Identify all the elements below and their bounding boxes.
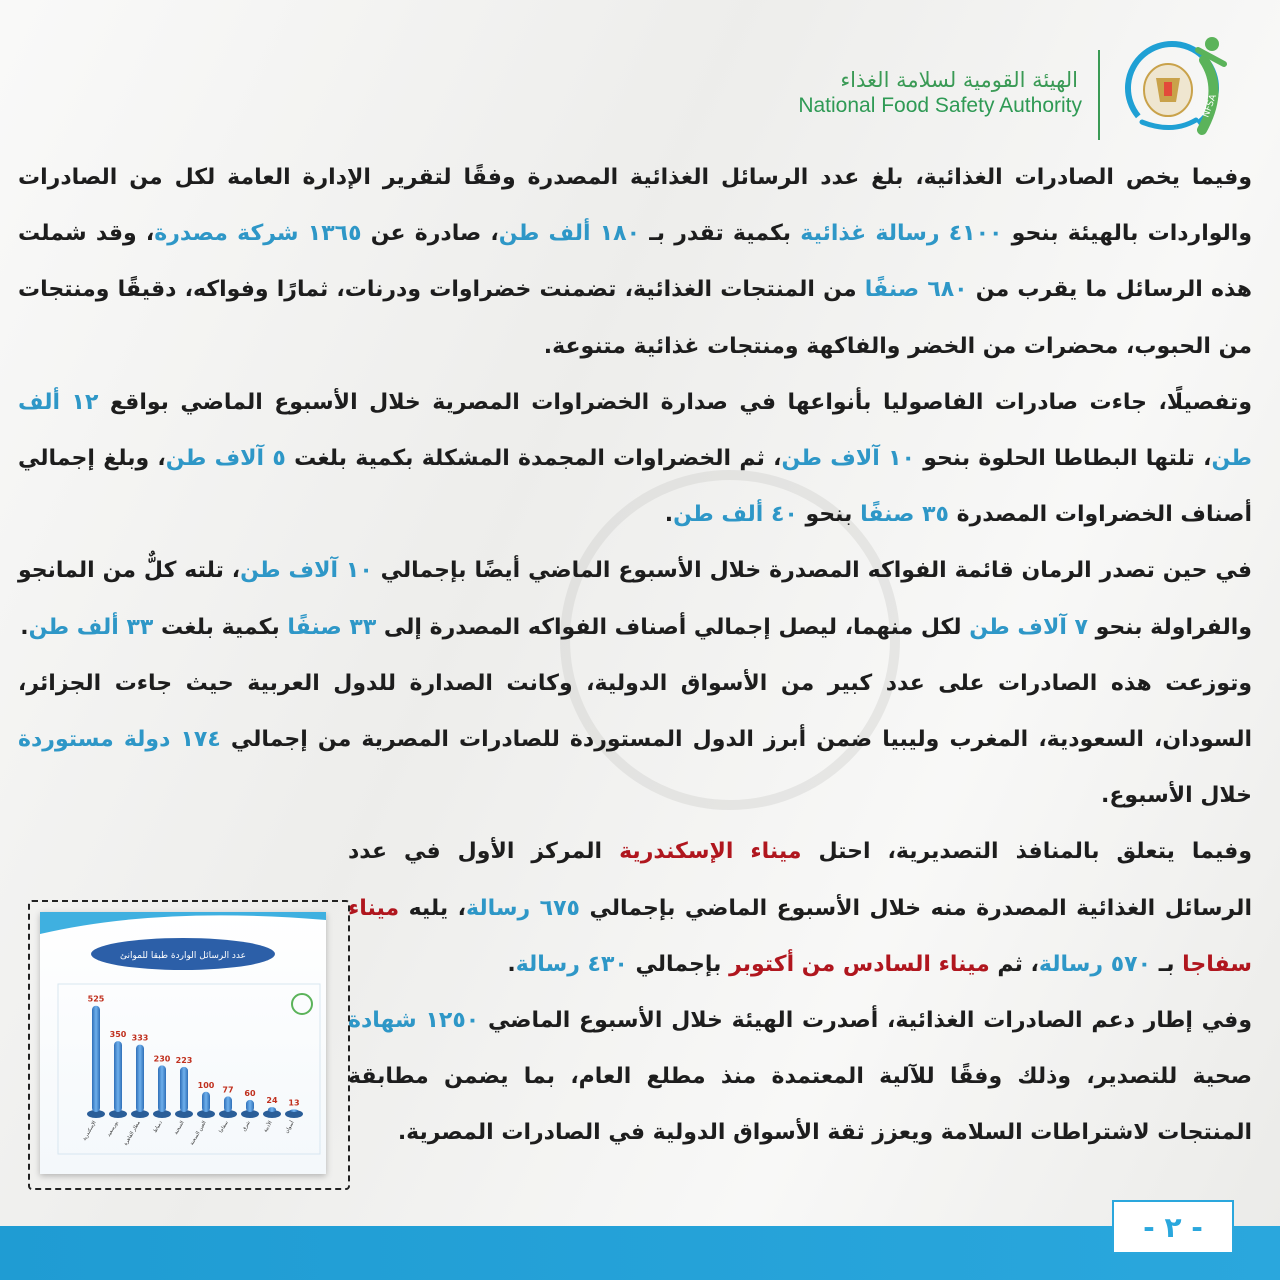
bar-category-label: شرق — [241, 1120, 252, 1133]
text-run: بكمية تقدر بـ — [640, 221, 801, 247]
highlighted-figure: ٤١٠٠ رسالة غذائية — [800, 221, 1003, 247]
highlighted-figure: ٣٣ ألف طن — [28, 614, 154, 640]
bar-value-label: 333 — [131, 1033, 149, 1043]
bar-9 — [268, 1107, 276, 1112]
text-run: وفيما يخص الصادرات الغذائية، بلغ عدد الرسائل الغذائية المصدرة وفقًا لتقرير الإدارة العامة لكل من الصادرات والواردات بالهيئة بنحو — [18, 165, 1253, 247]
highlighted-figure: ١٠ آلاف طن — [240, 558, 373, 584]
highlighted-figure: ٣٥ صنفًا — [860, 502, 949, 528]
highlighted-figure: ٥٧٠ رسالة — [1038, 951, 1152, 977]
bar-category-label: الإسكندرية — [81, 1120, 98, 1142]
bar-category-label: السخنة — [173, 1120, 186, 1136]
text-run: وتوزعت هذه الصادرات على عدد كبير من الأسواق الدولية، وكانت الصدارة للدول العربية حيث جاءت الجزائر، السودان، السعودية، المغرب وليبيا ضمن أبرز الدول المستوردة للصادرات المصرية من إجمالي — [18, 670, 1253, 753]
paragraph-4 — [18, 656, 1252, 825]
paragraph-5 — [348, 824, 1252, 993]
bar-value-label: 223 — [175, 1055, 193, 1065]
bar-1 — [92, 1006, 100, 1112]
header — [680, 30, 1240, 140]
footer-bar — [0, 1226, 1280, 1280]
bar-6 — [202, 1092, 210, 1112]
highlighted-figure: ١٣٦٥ شركة مصدرة — [154, 221, 362, 247]
bar-value-label: 100 — [197, 1080, 215, 1090]
text-run: في حين تصدر الرمان قائمة الفواكه المصدرة خلال الأسبوع الماضي أيضًا بإجمالي — [372, 558, 1252, 584]
text-run: ، صادرة عن — [361, 221, 499, 247]
highlighted-figure: ٥ آلاف طن — [165, 446, 286, 472]
text-run: ، وقد شملت هذه الرسائل ما يقرب من — [18, 221, 1252, 303]
chart-card — [40, 912, 326, 1174]
text-run: ، ثم الخضراوات المجمدة المشكلة بكمية بلغت — [285, 446, 782, 472]
org-name-arabic: الهيئة القومية لسلامة الغذاء — [840, 68, 1078, 92]
nfsa-logo-icon — [1112, 30, 1240, 140]
text-run: وفي إطار دعم الصادرات الغذائية، أصدرت الهيئة خلال الأسبوع الماضي — [479, 1008, 1252, 1034]
bar-value-label: 350 — [109, 1030, 127, 1040]
text-run: ، وبلغ إجمالي أصناف الخضراوات المصدرة — [18, 446, 1252, 528]
bar-category-label: الأدبية — [262, 1120, 274, 1134]
paragraph-6 — [348, 993, 1252, 1162]
bar-2 — [114, 1041, 122, 1112]
highlighted-figure: ١٠ آلاف طن — [781, 446, 915, 472]
highlighted-figure: ٦٧٥ رسالة — [466, 895, 580, 921]
text-run: بكمية بلغت — [153, 614, 288, 640]
text-run: من المنتجات الغذائية، تضمنت خضراوات ودرنات، ثمارًا وفواكه، دقيقًا ومنتجات من الحبوب، محضرات من الخضر والفاكهة ومنتجات غذائية متنوعة. — [18, 277, 1252, 359]
bar-value-label: 13 — [288, 1098, 300, 1108]
text-run: بنحو — [797, 502, 861, 528]
text-run: ، تلته كلٌّ من المانجو والفراولة بنحو — [18, 558, 1252, 640]
text-run: . — [507, 951, 516, 977]
highlighted-figure: ٦٨٠ صنفًا — [864, 277, 968, 303]
port-name: ميناء السادس من أكتوبر — [729, 951, 990, 977]
text-run: المركز الأول في عدد الرسائل الغذائية المصدرة منه خلال الأسبوع الماضي بإجمالي — [348, 839, 1252, 921]
highlighted-figure: ٤٣٠ رسالة — [515, 951, 628, 977]
page-number: - ٢ - — [1112, 1200, 1234, 1254]
bar-value-label: 230 — [153, 1054, 171, 1064]
bar-7 — [224, 1096, 232, 1112]
paragraph-2 — [18, 375, 1252, 544]
paragraph-1 — [18, 150, 1252, 375]
bar-value-label: 77 — [222, 1085, 234, 1095]
bar-value-label: 525 — [87, 994, 105, 1004]
header-divider — [1098, 50, 1100, 140]
text-run: ، يليه — [399, 895, 466, 921]
text-run: وفيما يتعلق بالمنافذ التصديرية، احتل — [801, 839, 1253, 865]
highlighted-figure: ٧ آلاف طن — [969, 614, 1088, 640]
text-run: . — [664, 502, 674, 528]
bar-10 — [290, 1109, 298, 1112]
port-name: ميناء سفاجا — [348, 895, 1252, 977]
text-run: بـ — [1151, 951, 1183, 977]
bar-4 — [158, 1065, 166, 1112]
text-run: بإجمالي — [627, 951, 730, 977]
text-run: ، تلتها البطاطا الحلوة بنحو — [914, 446, 1212, 472]
highlighted-figure: ٤٠ ألف طن — [673, 502, 798, 528]
text-run: ، ثم — [989, 951, 1039, 977]
text-run: خلال الأسبوع. — [1100, 783, 1252, 809]
port-messages-chart — [40, 912, 326, 1174]
bar-5 — [180, 1067, 188, 1112]
logo-text: NFSA — [1201, 93, 1219, 120]
org-name-english: National Food Safety Authority — [798, 94, 1082, 117]
highlighted-figure: ١٢ ألف طن — [18, 389, 1252, 472]
bar-category-label: أسوان — [283, 1120, 296, 1135]
bar-value-label: 24 — [266, 1096, 278, 1106]
bar-category-label: مطار القاهرة — [122, 1120, 142, 1147]
bar-8 — [246, 1100, 254, 1112]
bar-category-label: العين السخنة — [189, 1120, 208, 1147]
text-run: . — [20, 614, 29, 640]
highlighted-figure: ١٨٠ ألف طن — [498, 221, 641, 247]
highlighted-figure: ١٢٥٠ شهادة — [348, 1008, 480, 1034]
text-run: وتفصيلًا، جاءت صادرات الفاصوليا بأنواعها في صدارة الخضراوات المصرية خلال الأسبوع الماضي بواقع — [98, 389, 1252, 415]
highlighted-figure: ٣٣ صنفًا — [287, 614, 377, 640]
bar-3 — [136, 1045, 144, 1112]
text-run: لكل منهما، ليصل إجمالي أصناف الفواكه المصدرة إلى — [376, 614, 970, 640]
highlighted-figure: ١٧٤ دولة مستوردة — [18, 727, 221, 753]
text-run: صحية للتصدير، وذلك وفقًا للآلية المعتمدة منذ مطلع العام، بما يضمن مطابقة المنتجات لاشتراطات السلامة ويعزز ثقة الأسواق الدولية في الصادرات المصرية. — [348, 1064, 1252, 1146]
bar-category-label: دمياط — [152, 1120, 164, 1134]
bar-value-label: 60 — [244, 1088, 256, 1098]
port-name: ميناء الإسكندرية — [619, 839, 802, 865]
paragraph-3 — [18, 543, 1252, 655]
bar-category-label: سفاجا — [218, 1120, 230, 1135]
chart-title: عدد الرسائل الواردة طبقا للموانئ — [119, 951, 247, 961]
bar-category-label: بورسعيد — [105, 1120, 120, 1138]
